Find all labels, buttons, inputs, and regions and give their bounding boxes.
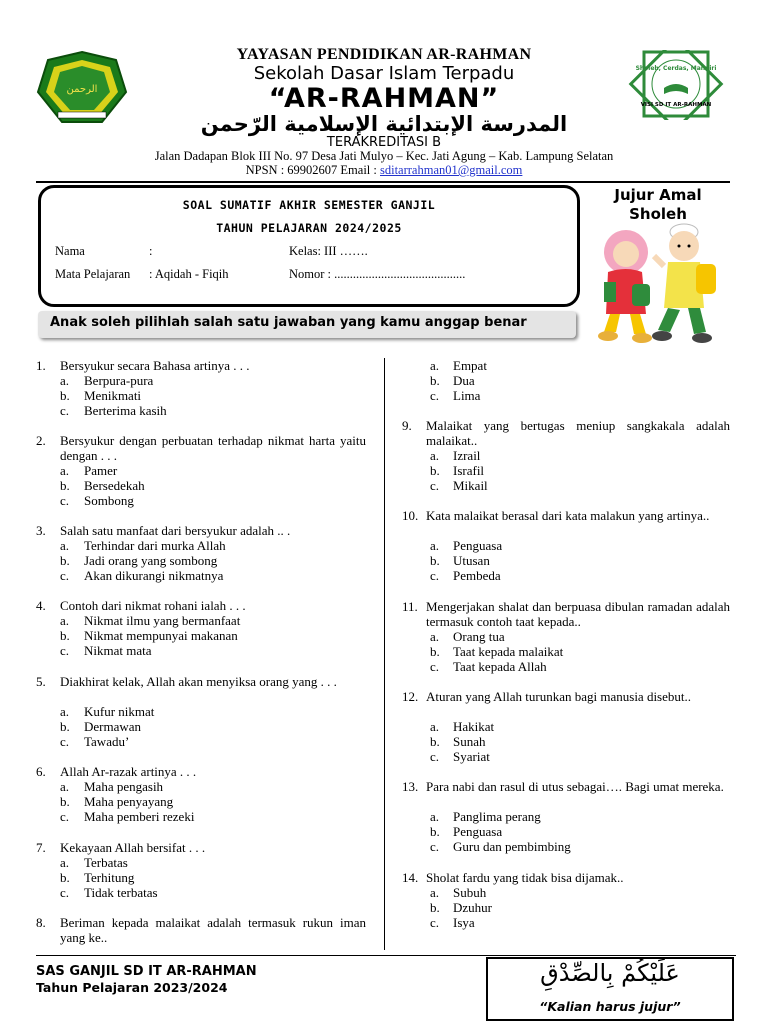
option-letter: c.: [430, 478, 440, 493]
option-letter: b.: [430, 463, 440, 478]
question-number: 7.: [36, 840, 46, 855]
question-text: Beriman kepada malaikat adalah termasuk rukun iman yang ke..: [60, 915, 366, 945]
answer-option[interactable]: Bersedekah: [84, 478, 145, 493]
email-link[interactable]: sditarrahman01@gmail.com: [380, 163, 523, 177]
answer-option[interactable]: Menikmati: [84, 388, 142, 403]
option-letter: b.: [60, 628, 70, 643]
option-letter: a.: [60, 373, 70, 388]
motto-translation: “Kalian harus jujur”: [539, 999, 681, 1014]
option-letter: c.: [60, 493, 70, 508]
answer-option[interactable]: Utusan: [453, 553, 490, 568]
question-text: Aturan yang Allah turunkan bagi manusia disebut..: [426, 689, 692, 704]
instruction-text: Anak soleh pilihlah salah satu jawaban yang kamu anggap benar: [50, 315, 527, 330]
option-letter: b.: [430, 373, 440, 388]
option-letter: b.: [430, 824, 440, 839]
question-number: 1.: [36, 358, 46, 373]
answer-option[interactable]: Sunah: [453, 734, 486, 749]
option-letter: a.: [60, 463, 70, 478]
question-text: Bersyukur dengan perbuatan terhadap nikmat harta yaitu dengan . . .: [60, 433, 366, 463]
question-text: Malaikat yang bertugas meniup sangkakala adalah malaikat..: [426, 418, 730, 448]
exam-info-box: [38, 185, 580, 307]
option-letter: b.: [60, 719, 70, 734]
header-divider: [36, 181, 730, 183]
nomor-field[interactable]: Nomor : ..........................................: [289, 267, 466, 281]
option-letter: b.: [430, 900, 440, 915]
question-number: 11.: [402, 599, 418, 614]
footer-exam-name: SAS GANJIL SD IT AR-RAHMAN: [36, 964, 257, 979]
question-number: 10.: [402, 508, 419, 523]
answer-option[interactable]: Pembeda: [453, 568, 501, 583]
option-letter: a.: [60, 855, 70, 870]
footer-divider: [36, 955, 736, 956]
answer-option[interactable]: Penguasa: [453, 538, 503, 553]
side-slogan: Jujur Amal Sholeh: [614, 186, 702, 223]
question-number: 14.: [402, 870, 419, 885]
answer-option[interactable]: Terhitung: [84, 870, 135, 885]
question-text: Kata malaikat berasal dari kata malakun yang artinya..: [426, 508, 710, 523]
option-letter: b.: [60, 388, 70, 403]
school-arabic-name: المدرسة الإبتدائية الإسلامية الرّحمن: [200, 112, 568, 136]
answer-option[interactable]: Terhindar dari murka Allah: [84, 538, 226, 553]
option-letter: b.: [60, 478, 70, 493]
answer-option[interactable]: Dua: [453, 373, 475, 388]
nama-separator: :: [149, 244, 153, 258]
answer-option[interactable]: Panglima perang: [453, 809, 541, 824]
answer-option[interactable]: Syariat: [453, 749, 490, 764]
question-number: 5.: [36, 674, 46, 689]
question-text: Kekayaan Allah bersifat . . .: [60, 840, 206, 855]
accreditation: TERAKREDITASI B: [326, 135, 442, 150]
school-type: Sekolah Dasar Islam Terpadu: [253, 63, 515, 84]
option-letter: a.: [430, 448, 440, 463]
column-divider: [384, 358, 385, 950]
foundation-name: YAYASAN PENDIDIKAN AR-RAHMAN: [236, 46, 532, 63]
nama-label: Nama: [55, 244, 85, 258]
question-text: Bersyukur secara Bahasa artinya . . .: [60, 358, 250, 373]
option-letter: b.: [430, 734, 440, 749]
mapel-value: : Aqidah - Fiqih: [149, 267, 229, 281]
option-letter: c.: [60, 643, 70, 658]
school-name: “AR-RAHMAN”: [268, 83, 500, 114]
question-text: Mengerjakan shalat dan berpuasa dibulan ramadan adalah termasuk contoh taat kepada..: [426, 599, 730, 629]
motto-arabic: عَلَيْكُمْ بِالصِّدْقِ: [540, 959, 680, 987]
answer-option[interactable]: Nikmat mata: [84, 643, 152, 658]
footer-year: Tahun Pelajaran 2023/2024: [36, 980, 228, 995]
option-letter: c.: [60, 403, 70, 418]
answer-option[interactable]: Empat: [453, 358, 487, 373]
option-letter: a.: [430, 358, 440, 373]
question-text: Salah satu manfaat dari bersyukur adalah .. .: [60, 523, 291, 538]
answer-option[interactable]: Taat kepada Allah: [453, 659, 547, 674]
option-letter: a.: [60, 779, 70, 794]
option-letter: a.: [60, 538, 70, 553]
answer-option[interactable]: Mikail: [453, 478, 488, 493]
answer-option[interactable]: Penguasa: [453, 824, 503, 839]
answer-option[interactable]: Tawadu’: [84, 734, 130, 749]
answer-option[interactable]: Tidak terbatas: [84, 885, 158, 900]
answer-option[interactable]: Berpura-pura: [84, 373, 154, 388]
option-letter: c.: [430, 749, 440, 764]
option-letter: a.: [430, 538, 440, 553]
answer-option[interactable]: Dzuhur: [453, 900, 492, 915]
answer-option[interactable]: Dermawan: [84, 719, 142, 734]
answer-option[interactable]: Terbatas: [84, 855, 128, 870]
answer-option[interactable]: Lima: [453, 388, 481, 403]
answer-option[interactable]: Israfil: [453, 463, 485, 478]
answer-option[interactable]: Hakikat: [453, 719, 495, 734]
exam-year: TAHUN PELAJARAN 2024/2025: [216, 221, 402, 235]
answer-option[interactable]: Kufur nikmat: [84, 704, 155, 719]
question-number: 3.: [36, 523, 46, 538]
question-number: 9.: [402, 418, 412, 433]
question-text: Contoh dari nikmat rohani ialah . . .: [60, 598, 246, 613]
option-letter: c.: [60, 734, 70, 749]
exam-title: SOAL SUMATIF AKHIR SEMESTER GANJIL: [182, 198, 436, 212]
answer-option[interactable]: Pamer: [84, 463, 118, 478]
question-number: 13.: [402, 779, 419, 794]
answer-option[interactable]: Taat kepada malaikat: [453, 644, 564, 659]
option-letter: a.: [60, 613, 70, 628]
kelas-field[interactable]: Kelas: III …….: [289, 244, 368, 258]
questions-right-column: [402, 358, 730, 950]
logo-right-caption: VISI SD IT AR-RAHMAN: [640, 102, 712, 108]
option-letter: b.: [430, 644, 440, 659]
logo-right-motto: Sholeh, Cerdas, Mandiri: [635, 65, 717, 72]
answer-option[interactable]: Isya: [453, 915, 475, 930]
option-letter: a.: [430, 809, 440, 824]
answer-option[interactable]: Berterima kasih: [84, 403, 167, 418]
option-letter: c.: [430, 388, 440, 403]
answer-option[interactable]: Subuh: [453, 885, 487, 900]
answer-option[interactable]: Orang tua: [453, 629, 505, 644]
answer-option[interactable]: Akan dikurangi nikmatnya: [84, 568, 224, 583]
answer-option[interactable]: Nikmat mempunyai makanan: [84, 628, 238, 643]
option-letter: c.: [60, 885, 70, 900]
question-text: Diakhirat kelak, Allah akan menyiksa orang yang . . .: [60, 674, 337, 689]
option-letter: b.: [60, 553, 70, 568]
question-number: 2.: [36, 433, 46, 448]
motto-box: [486, 957, 734, 1021]
question-number: 6.: [36, 764, 46, 779]
instruction-bar: [38, 311, 576, 338]
option-letter: b.: [430, 553, 440, 568]
option-letter: b.: [60, 870, 70, 885]
option-letter: a.: [430, 629, 440, 644]
children-illustration: [584, 222, 728, 346]
question-text: Allah Ar-razak artinya . . .: [60, 764, 197, 779]
npsn-email-line: [0, 163, 768, 178]
answer-option[interactable]: Maha pemberi rezeki: [84, 809, 195, 824]
answer-option[interactable]: Maha pengasih: [84, 779, 164, 794]
answer-option[interactable]: Izrail: [453, 448, 481, 463]
question-number: 12.: [402, 689, 419, 704]
questions-left-column: [36, 358, 366, 950]
option-letter: b.: [60, 794, 70, 809]
answer-option[interactable]: Jadi orang yang sombong: [84, 553, 218, 568]
answer-option[interactable]: Nikmat ilmu yang bermanfaat: [84, 613, 241, 628]
answer-option[interactable]: Maha penyayang: [84, 794, 174, 809]
mapel-label: Mata Pelajaran: [55, 267, 131, 281]
option-letter: c.: [430, 915, 440, 930]
answer-option[interactable]: Guru dan pembimbing: [453, 839, 571, 854]
option-letter: c.: [430, 839, 440, 854]
option-letter: c.: [60, 809, 70, 824]
option-letter: a.: [430, 885, 440, 900]
logo-left-arabic: الرحمن: [66, 84, 98, 95]
question-text: Sholat fardu yang tidak bisa dijamak..: [426, 870, 624, 885]
option-letter: c.: [60, 568, 70, 583]
question-number: 4.: [36, 598, 46, 613]
answer-option[interactable]: Sombong: [84, 493, 134, 508]
option-letter: c.: [430, 568, 440, 583]
school-address: Jalan Dadapan Blok III No. 97 Desa Jati Mulyo – Kec. Jati Agung – Kab. Lampung Selatan: [154, 149, 614, 163]
question-number: 8.: [36, 915, 46, 930]
option-letter: a.: [430, 719, 440, 734]
question-text: Para nabi dan rasul di utus sebagai…. Bagi umat mereka.: [426, 779, 724, 794]
option-letter: c.: [430, 659, 440, 674]
npsn-label: NPSN : 69902607 Email :: [245, 163, 380, 177]
option-letter: a.: [60, 704, 70, 719]
